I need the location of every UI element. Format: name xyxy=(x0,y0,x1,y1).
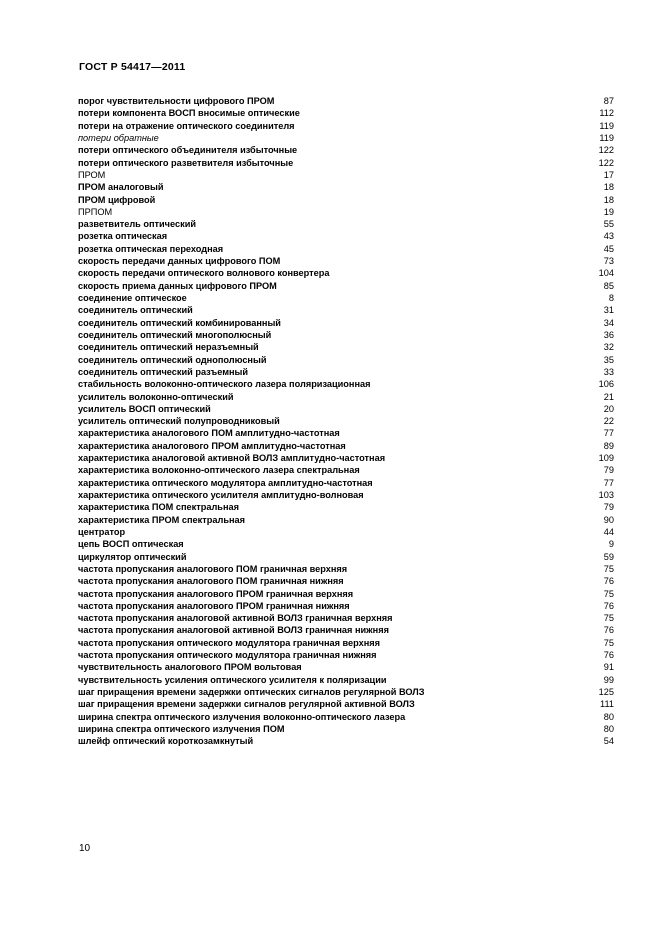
index-term: частота пропускания аналоговой активной ВОЛЗ граничная нижняя xyxy=(78,625,389,636)
index-page-ref: 22 xyxy=(603,416,614,427)
index-page-ref: 125 xyxy=(598,687,614,697)
index-page-ref: 99 xyxy=(603,674,614,685)
index-term: частота пропускания аналогового ПРОМ граничная нижняя xyxy=(78,600,350,611)
index-term: соединитель оптический разъемный xyxy=(78,366,249,377)
index-entry xyxy=(78,711,614,723)
index-entry xyxy=(78,132,614,144)
index-term: цепь ВОСП оптическая xyxy=(78,539,184,550)
index-entry xyxy=(78,230,614,242)
index-entry xyxy=(78,674,614,686)
index-entry xyxy=(78,575,614,587)
index-entry xyxy=(78,588,614,600)
index-entry xyxy=(78,267,614,279)
index-page-ref: 36 xyxy=(603,329,614,340)
index-term: порог чувствительности цифрового ПРОМ xyxy=(78,96,275,106)
index-term: розетка оптическая xyxy=(78,231,168,242)
index-page-ref: 43 xyxy=(603,231,614,242)
index-page-ref: 20 xyxy=(603,403,614,414)
index-entry xyxy=(78,157,614,169)
index-page-ref: 9 xyxy=(608,539,614,550)
index-term: розетка оптическая переходная xyxy=(78,243,224,254)
index-entry xyxy=(78,243,614,255)
index-entry xyxy=(78,637,614,649)
index-term: частота пропускания аналогового ПОМ граничная верхняя xyxy=(78,563,348,574)
index-entry xyxy=(78,686,614,698)
index-term: усилитель волоконно-оптический xyxy=(78,391,234,402)
index-entry xyxy=(78,329,614,341)
index-term: скорость приема данных цифрового ПРОМ xyxy=(78,280,277,291)
index-page-ref: 119 xyxy=(599,132,614,143)
index-page-ref: 31 xyxy=(603,305,614,316)
index-term: характеристика аналогового ПРОМ амплитудно-частотная xyxy=(78,440,346,451)
index-entry xyxy=(78,366,614,378)
index-term: потери компонента ВОСП вносимые оптические xyxy=(78,108,300,119)
index-entry xyxy=(78,218,614,230)
index-entry xyxy=(78,280,614,292)
index-page-ref: 89 xyxy=(603,440,614,451)
index-entry xyxy=(78,600,614,612)
index-page-ref: 8 xyxy=(608,293,614,303)
index-term: характеристика оптического модулятора амплитудно-частотная xyxy=(78,477,373,488)
index-page-ref: 85 xyxy=(603,280,614,291)
index-page-ref: 75 xyxy=(603,588,614,599)
index-page-ref: 55 xyxy=(603,219,614,230)
index-term: характеристика волоконно-оптического лазера спектральная xyxy=(78,465,360,476)
index-entry xyxy=(78,144,614,156)
index-entry xyxy=(78,107,614,119)
index-entry xyxy=(78,317,614,329)
index-term: стабильность волоконно-оптического лазера поляризационная xyxy=(78,379,371,390)
index-entry xyxy=(78,501,614,513)
index-term: циркулятор оптический xyxy=(78,551,187,562)
index-term: соединитель оптический однополюсный xyxy=(78,354,267,365)
index-page-ref: 75 xyxy=(603,563,614,574)
index-term: потери на отражение оптического соединителя xyxy=(78,120,295,131)
index-page-ref: 119 xyxy=(599,120,614,131)
index-entry xyxy=(78,354,614,366)
index-page-ref: 109 xyxy=(598,453,614,464)
index-page-ref: 79 xyxy=(603,465,614,476)
index-page-ref: 19 xyxy=(603,206,614,217)
index-page-ref: 45 xyxy=(603,243,614,254)
index-entry xyxy=(78,403,614,415)
index-entry xyxy=(78,95,614,107)
index-entry xyxy=(78,292,614,304)
index-page-ref: 34 xyxy=(603,317,614,328)
index-term: соединитель оптический xyxy=(78,305,193,316)
index-page-ref: 103 xyxy=(598,490,614,500)
index-term: ширина спектра оптического излучения ПОМ xyxy=(78,723,285,734)
index-term: ПРОМ аналоговый xyxy=(78,182,164,193)
index-term: соединитель оптический многополюсный xyxy=(78,329,272,340)
index-entry xyxy=(78,612,614,624)
index-entry xyxy=(78,341,614,353)
index-entry xyxy=(78,440,614,452)
index-term: характеристика аналоговой активной ВОЛЗ амплитудно-частотная xyxy=(78,453,386,464)
index-term: характеристика аналогового ПОМ амплитудно-частотная xyxy=(78,428,340,439)
index-term: ширина спектра оптического излучения волоконно-оптического лазера xyxy=(78,711,406,722)
index-page-ref: 112 xyxy=(599,108,614,119)
index-page-ref: 32 xyxy=(603,342,614,353)
index-term: ПРОМ xyxy=(78,169,106,180)
index-page-ref: 106 xyxy=(598,379,614,390)
index-page-ref: 77 xyxy=(603,428,614,439)
index-term: частота пропускания аналогового ПРОМ граничная верхняя xyxy=(78,588,354,599)
index-entry xyxy=(78,415,614,427)
index-entry xyxy=(78,538,614,550)
index-entry xyxy=(78,169,614,181)
index-term: шаг приращения времени задержки сигналов регулярной активной ВОЛЗ xyxy=(78,699,415,710)
index-page-ref: 111 xyxy=(600,699,614,710)
index-term: ПРОМ цифровой xyxy=(78,194,156,205)
index-entry xyxy=(78,120,614,132)
index-term: частота пропускания оптического модулятора граничная нижняя xyxy=(78,650,377,661)
index-term: скорость передачи оптического волнового конвертера xyxy=(78,268,330,279)
index-entry xyxy=(78,489,614,501)
index-page-ref: 21 xyxy=(603,391,614,402)
index-entry xyxy=(78,304,614,316)
index-term: усилитель ВОСП оптический xyxy=(78,403,211,414)
index-page-ref: 90 xyxy=(603,514,614,525)
index-entry xyxy=(78,427,614,439)
index-entry xyxy=(78,649,614,661)
index-entry xyxy=(78,723,614,735)
index-term: соединитель оптический комбинированный xyxy=(78,317,281,328)
index-entry xyxy=(78,624,614,636)
index-entry xyxy=(78,661,614,673)
index-term: ПРПОМ xyxy=(78,206,113,217)
index-entry xyxy=(78,452,614,464)
index-entry xyxy=(78,206,614,218)
index-entry xyxy=(78,526,614,538)
page-number: 10 xyxy=(79,843,91,854)
index-page-ref: 76 xyxy=(603,625,614,636)
index-page-ref: 79 xyxy=(603,502,614,513)
index-term: шаг приращения времени задержки оптических сигналов регулярной ВОЛЗ xyxy=(78,687,425,697)
index-term: частота пропускания аналогового ПОМ граничная нижняя xyxy=(78,576,344,587)
index-term: чувствительность аналогового ПРОМ вольтовая xyxy=(78,662,302,673)
index-term: потери оптического разветвителя избыточные xyxy=(78,157,294,168)
index-term: чувствительность усиления оптического усилителя к поляризации xyxy=(78,674,387,685)
index-page-ref: 104 xyxy=(598,268,614,279)
index-entry xyxy=(78,551,614,563)
alphabetical-index xyxy=(78,95,614,748)
index-term: шлейф оптический короткозамкнутый xyxy=(78,736,254,747)
index-entry xyxy=(78,181,614,193)
index-term: соединитель оптический неразъемный xyxy=(78,342,259,353)
index-page-ref: 54 xyxy=(603,736,614,747)
index-entry xyxy=(78,735,614,747)
index-entry xyxy=(78,563,614,575)
index-page-ref: 75 xyxy=(603,613,614,624)
index-entry xyxy=(78,255,614,267)
index-term: характеристика ПРОМ спектральная xyxy=(78,514,245,525)
index-entry xyxy=(78,514,614,526)
index-term: соединение оптическое xyxy=(78,293,187,303)
index-page-ref: 33 xyxy=(603,366,614,377)
index-entry xyxy=(78,391,614,403)
index-page-ref: 122 xyxy=(598,145,614,156)
index-term: частота пропускания оптического модулятора граничная верхняя xyxy=(78,637,381,648)
index-page-ref: 59 xyxy=(603,551,614,562)
index-term: характеристика ПОМ спектральная xyxy=(78,502,239,513)
index-term: потери обратные xyxy=(78,132,159,143)
index-page-ref: 91 xyxy=(603,662,614,673)
index-term: усилитель оптический полупроводниковый xyxy=(78,416,280,427)
index-page-ref: 87 xyxy=(603,96,614,106)
index-page-ref: 18 xyxy=(603,182,614,193)
index-page-ref: 77 xyxy=(603,477,614,488)
index-page-ref: 44 xyxy=(603,526,614,537)
document-header: ГОСТ Р 54417—2011 xyxy=(79,61,186,73)
index-entry xyxy=(78,194,614,206)
index-term: характеристика оптического усилителя амплитудно-волновая xyxy=(78,490,364,500)
index-entry xyxy=(78,698,614,710)
index-page-ref: 35 xyxy=(603,354,614,365)
index-page-ref: 76 xyxy=(603,576,614,587)
index-page-ref: 18 xyxy=(603,194,614,205)
index-page-ref: 80 xyxy=(603,723,614,734)
index-entry xyxy=(78,477,614,489)
index-entry xyxy=(78,464,614,476)
index-page-ref: 80 xyxy=(603,711,614,722)
index-page-ref: 76 xyxy=(603,600,614,611)
index-term: скорость передачи данных цифрового ПОМ xyxy=(78,256,281,267)
index-page-ref: 17 xyxy=(603,169,614,180)
index-term: частота пропускания аналоговой активной ВОЛЗ граничная верхняя xyxy=(78,613,393,624)
index-page-ref: 73 xyxy=(603,256,614,267)
index-term: разветвитель оптический xyxy=(78,219,196,230)
index-term: центратор xyxy=(78,526,126,537)
index-page-ref: 76 xyxy=(603,650,614,661)
index-page-ref: 75 xyxy=(603,637,614,648)
index-page-ref: 122 xyxy=(598,157,614,168)
index-entry xyxy=(78,378,614,390)
index-term: потери оптического объединителя избыточные xyxy=(78,145,298,156)
